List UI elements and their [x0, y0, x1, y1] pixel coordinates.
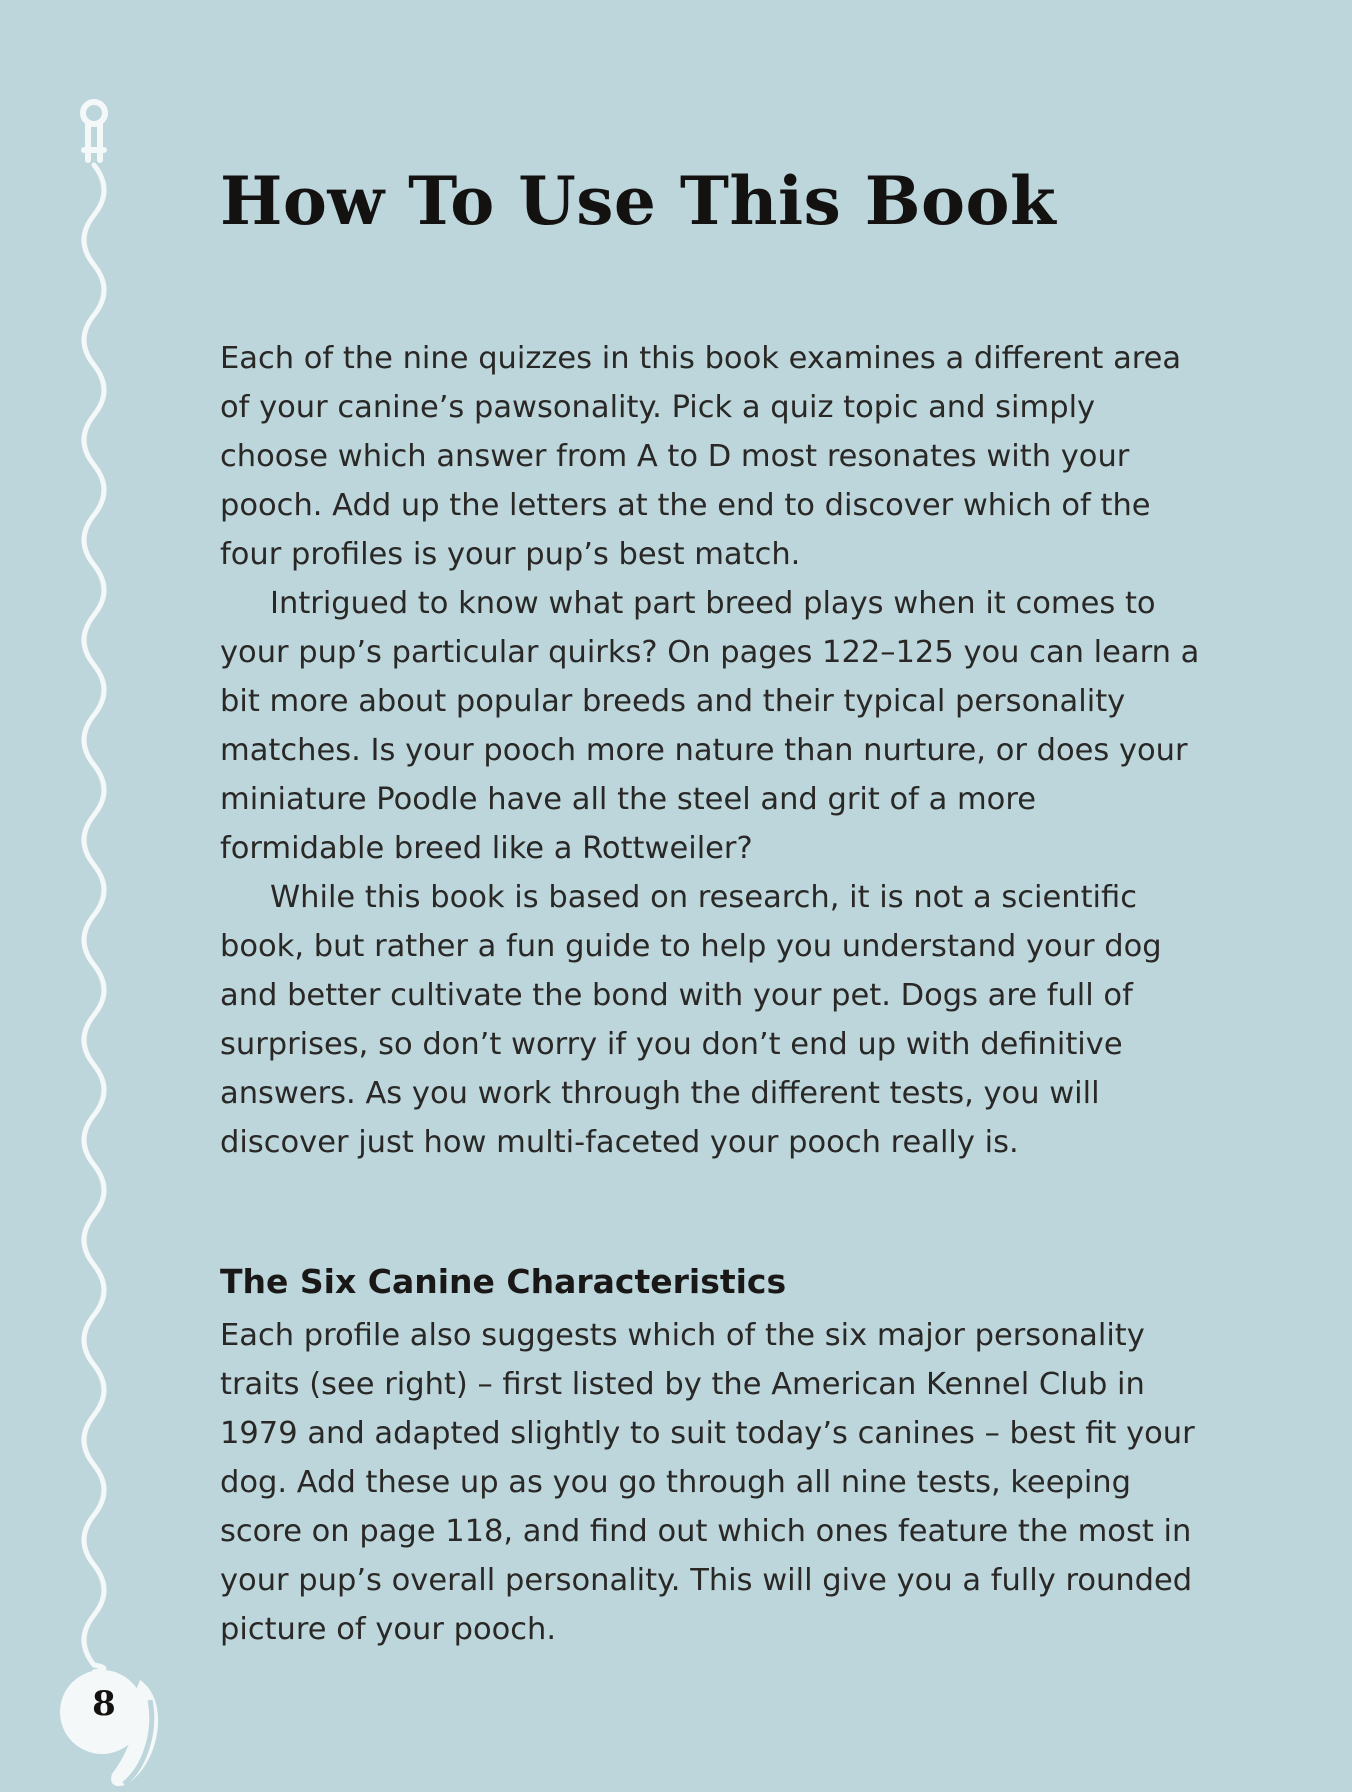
intro-paragraph: Intrigued to know what part breed plays when it comes to your pup’s particular quirks? On pages 122–125 you can learn a bit more about popular breeds and their typical personality matches. Is your pooch more nature than nurture, or does your miniature Poodle have all the steel and grit of a more formidable breed like a Rottweiler? [220, 586, 1200, 866]
page-title: How To Use This Book [220, 162, 1057, 240]
characteristics-text [220, 1311, 1200, 1654]
characteristics-paragraph: Each profile also suggests which of the six major personality traits (see right) – first listed by the American Kennel Club in 1979 and adapted slightly to suit today’s canines – best fit your dog. Add these up as you go through all nine tests, keeping score on page 118, and find out which ones feature the most in your pup’s overall personality. This will give you a fully rounded picture of your pooch. [220, 1318, 1195, 1647]
intro-text [220, 334, 1200, 1167]
intro-paragraph: Each of the nine quizzes in this book examines a different area of your canine’s pawsonality. Pick a quiz topic and simply choose which answer from A to D most resonates with your pooch. Add up the letters at the end to discover which of the four profiles is your pup’s best match. [220, 341, 1182, 572]
page-number: 8 [92, 1684, 116, 1724]
intro-paragraph: While this book is based on research, it is not a scientific book, but rather a fun guide to help you understand your dog and better cultivate the bond with your pet. Dogs are full of surprises, so don’t worry if you don’t end up with definitive answers. As you work through the different tests, you will discover just how multi-faceted your pooch really is. [220, 880, 1162, 1160]
leash-illustration-icon [0, 0, 200, 1792]
section-heading: The Six Canine Characteristics [220, 1262, 787, 1301]
